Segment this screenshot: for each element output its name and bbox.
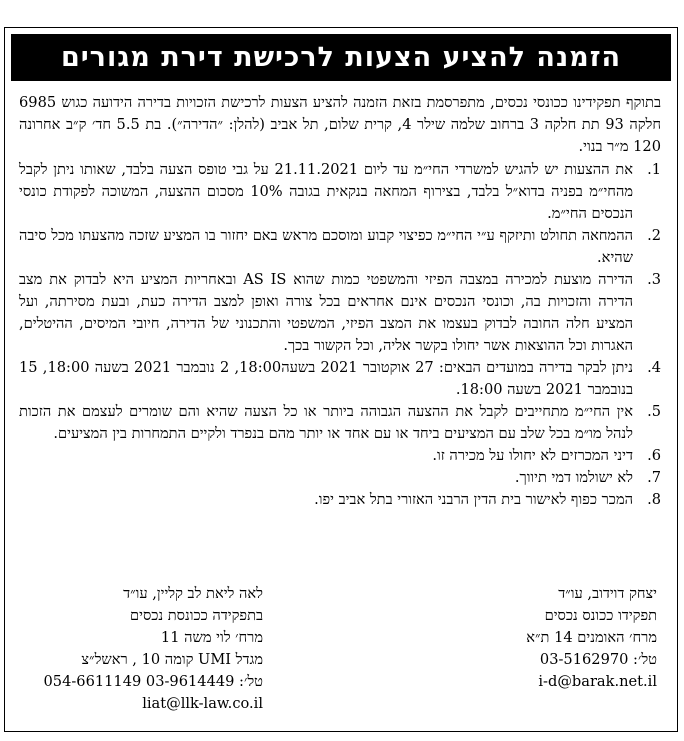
contact-name: יצחק דוידוב, עו״ד xyxy=(558,585,657,602)
contact-building: מגדל UMI קומה 10 , ראשל״צ xyxy=(81,651,263,668)
contact-address: מרח׳ לוי משה 11 xyxy=(160,629,263,646)
item-number: 7. xyxy=(647,469,661,486)
notice-body xyxy=(19,92,661,511)
list-item xyxy=(19,467,661,489)
item-text: הדירה מוצעת למכירה במצבה הפיזי והמשפטי כמות שהוא AS IS ובאחריות המציע היא לבדוק את מצב הדירה והזכויות בה, וכונסי הנכסים אינם אחראים בכל צורה ואופן למצב הדירה כעת, ובעת מסירתה, ועל המציע חלה החובה לבדוק בעצמו את המצב הפיזי, המשפטי והתכנוני של הדירה, חיובי המיסים, ההיטלים, האגרות וכל ההוצאות אשר יחולו בקשר אליה, וכל הקשור בכך. xyxy=(19,271,633,354)
intro-paragraph: בתוקף תפקידינו ככונסי נכסים, מתפרסמת בזאת הזמנה להציע הצעות לרכישת הזכויות בדירה הידועה כגוש 6985 חלקה 93 תת חלקה 3 ברחוב שלמה שילר 4, קרית שלום, תל אביב (להלן: ״הדירה״). בת 5.5 חד׳ ק״ב אחרונה 120 מ״ר בנוי. xyxy=(19,94,661,155)
list-item xyxy=(19,445,661,467)
item-number: 5. xyxy=(647,403,661,420)
notice-title: הזמנה להציע הצעות לרכישת דירת מגורים xyxy=(11,34,671,81)
item-text: את ההצעות יש להגיש למשרדי החי״מ עד ליום 21.11.2021 על גבי טופס הצעה בלבד, שאותו ניתן לקבל מהחי״מ בפניה בדוא״ל בלבד, בצירוף המחאה בנקאית בגובה 10% מסכום ההצעה, המשוכה לפקודת כונסי הנכסים החי״מ. xyxy=(19,161,633,222)
contact-role: בתפקידה ככונסת נכסים xyxy=(130,607,263,624)
item-text: ניתן לבקר בדירה במועדים הבאים: 27 אוקטובר 2021 בשעה18:00, 2 נובמבר 2021 בשעה 18:00, 15 בנובמבר 2021 בשעה 18:00. xyxy=(19,359,633,398)
terms-list xyxy=(19,159,661,511)
list-item xyxy=(19,269,661,357)
contact-email[interactable] xyxy=(407,671,657,693)
item-number: 1. xyxy=(647,161,661,178)
notice-frame xyxy=(4,27,678,732)
item-text: לא ישולמו דמי תיווך. xyxy=(514,469,633,486)
list-item xyxy=(19,225,661,269)
item-text: דיני המכרזים לא יחולו על מכירה זו. xyxy=(432,447,633,464)
item-number: 6. xyxy=(647,447,661,464)
contact-phone: טל׳: 03-5162970 xyxy=(539,651,657,668)
contacts-section xyxy=(5,583,677,723)
contact-email-link[interactable]: liat@llk-law.co.il xyxy=(142,695,263,712)
item-number: 2. xyxy=(647,227,661,244)
receiver-contact-lev-klein xyxy=(11,583,263,715)
list-item xyxy=(19,159,661,225)
item-number: 3. xyxy=(647,271,661,288)
contact-address: מרח׳ האומנים 14 ת״א xyxy=(526,629,657,646)
item-text: אין החי״מ מתחייבים לקבל את ההצעה הגבוהה ביותר או כל הצעה שהיא והם שומרים לעצמם את הזכות לנהל מו״מ בכל שלב עם המציעים ביחד או עם אחד או יותר מהם בנפרד ולקיים התמחרות בין המציעים. xyxy=(19,403,633,442)
item-number: 8. xyxy=(647,491,661,508)
list-item xyxy=(19,357,661,401)
contact-role: תפקידו ככונס נכסים xyxy=(544,607,657,624)
list-item xyxy=(19,489,661,511)
item-text: ההמחאה תחולט ותיזקף ע״י החי״מ כפיצוי קבוע ומוסכם מראש באם יחזור בו המציע שזכה מהצעתו מכל סיבה שהיא. xyxy=(19,227,633,266)
contact-phone: טל׳: 03-9614449 054-6611149 xyxy=(43,673,263,690)
item-number: 4. xyxy=(647,359,661,376)
item-text: המכר כפוף לאישור בית הדין הרבני האזורי בתל אביב יפו. xyxy=(314,491,633,508)
receiver-contact-davidov xyxy=(407,583,657,693)
contact-email-link[interactable]: i-d@barak.net.il xyxy=(538,673,657,690)
contact-name: לאה ליאת לב קליין, עו״ד xyxy=(123,585,263,602)
list-item xyxy=(19,401,661,445)
contact-email[interactable] xyxy=(11,693,263,715)
